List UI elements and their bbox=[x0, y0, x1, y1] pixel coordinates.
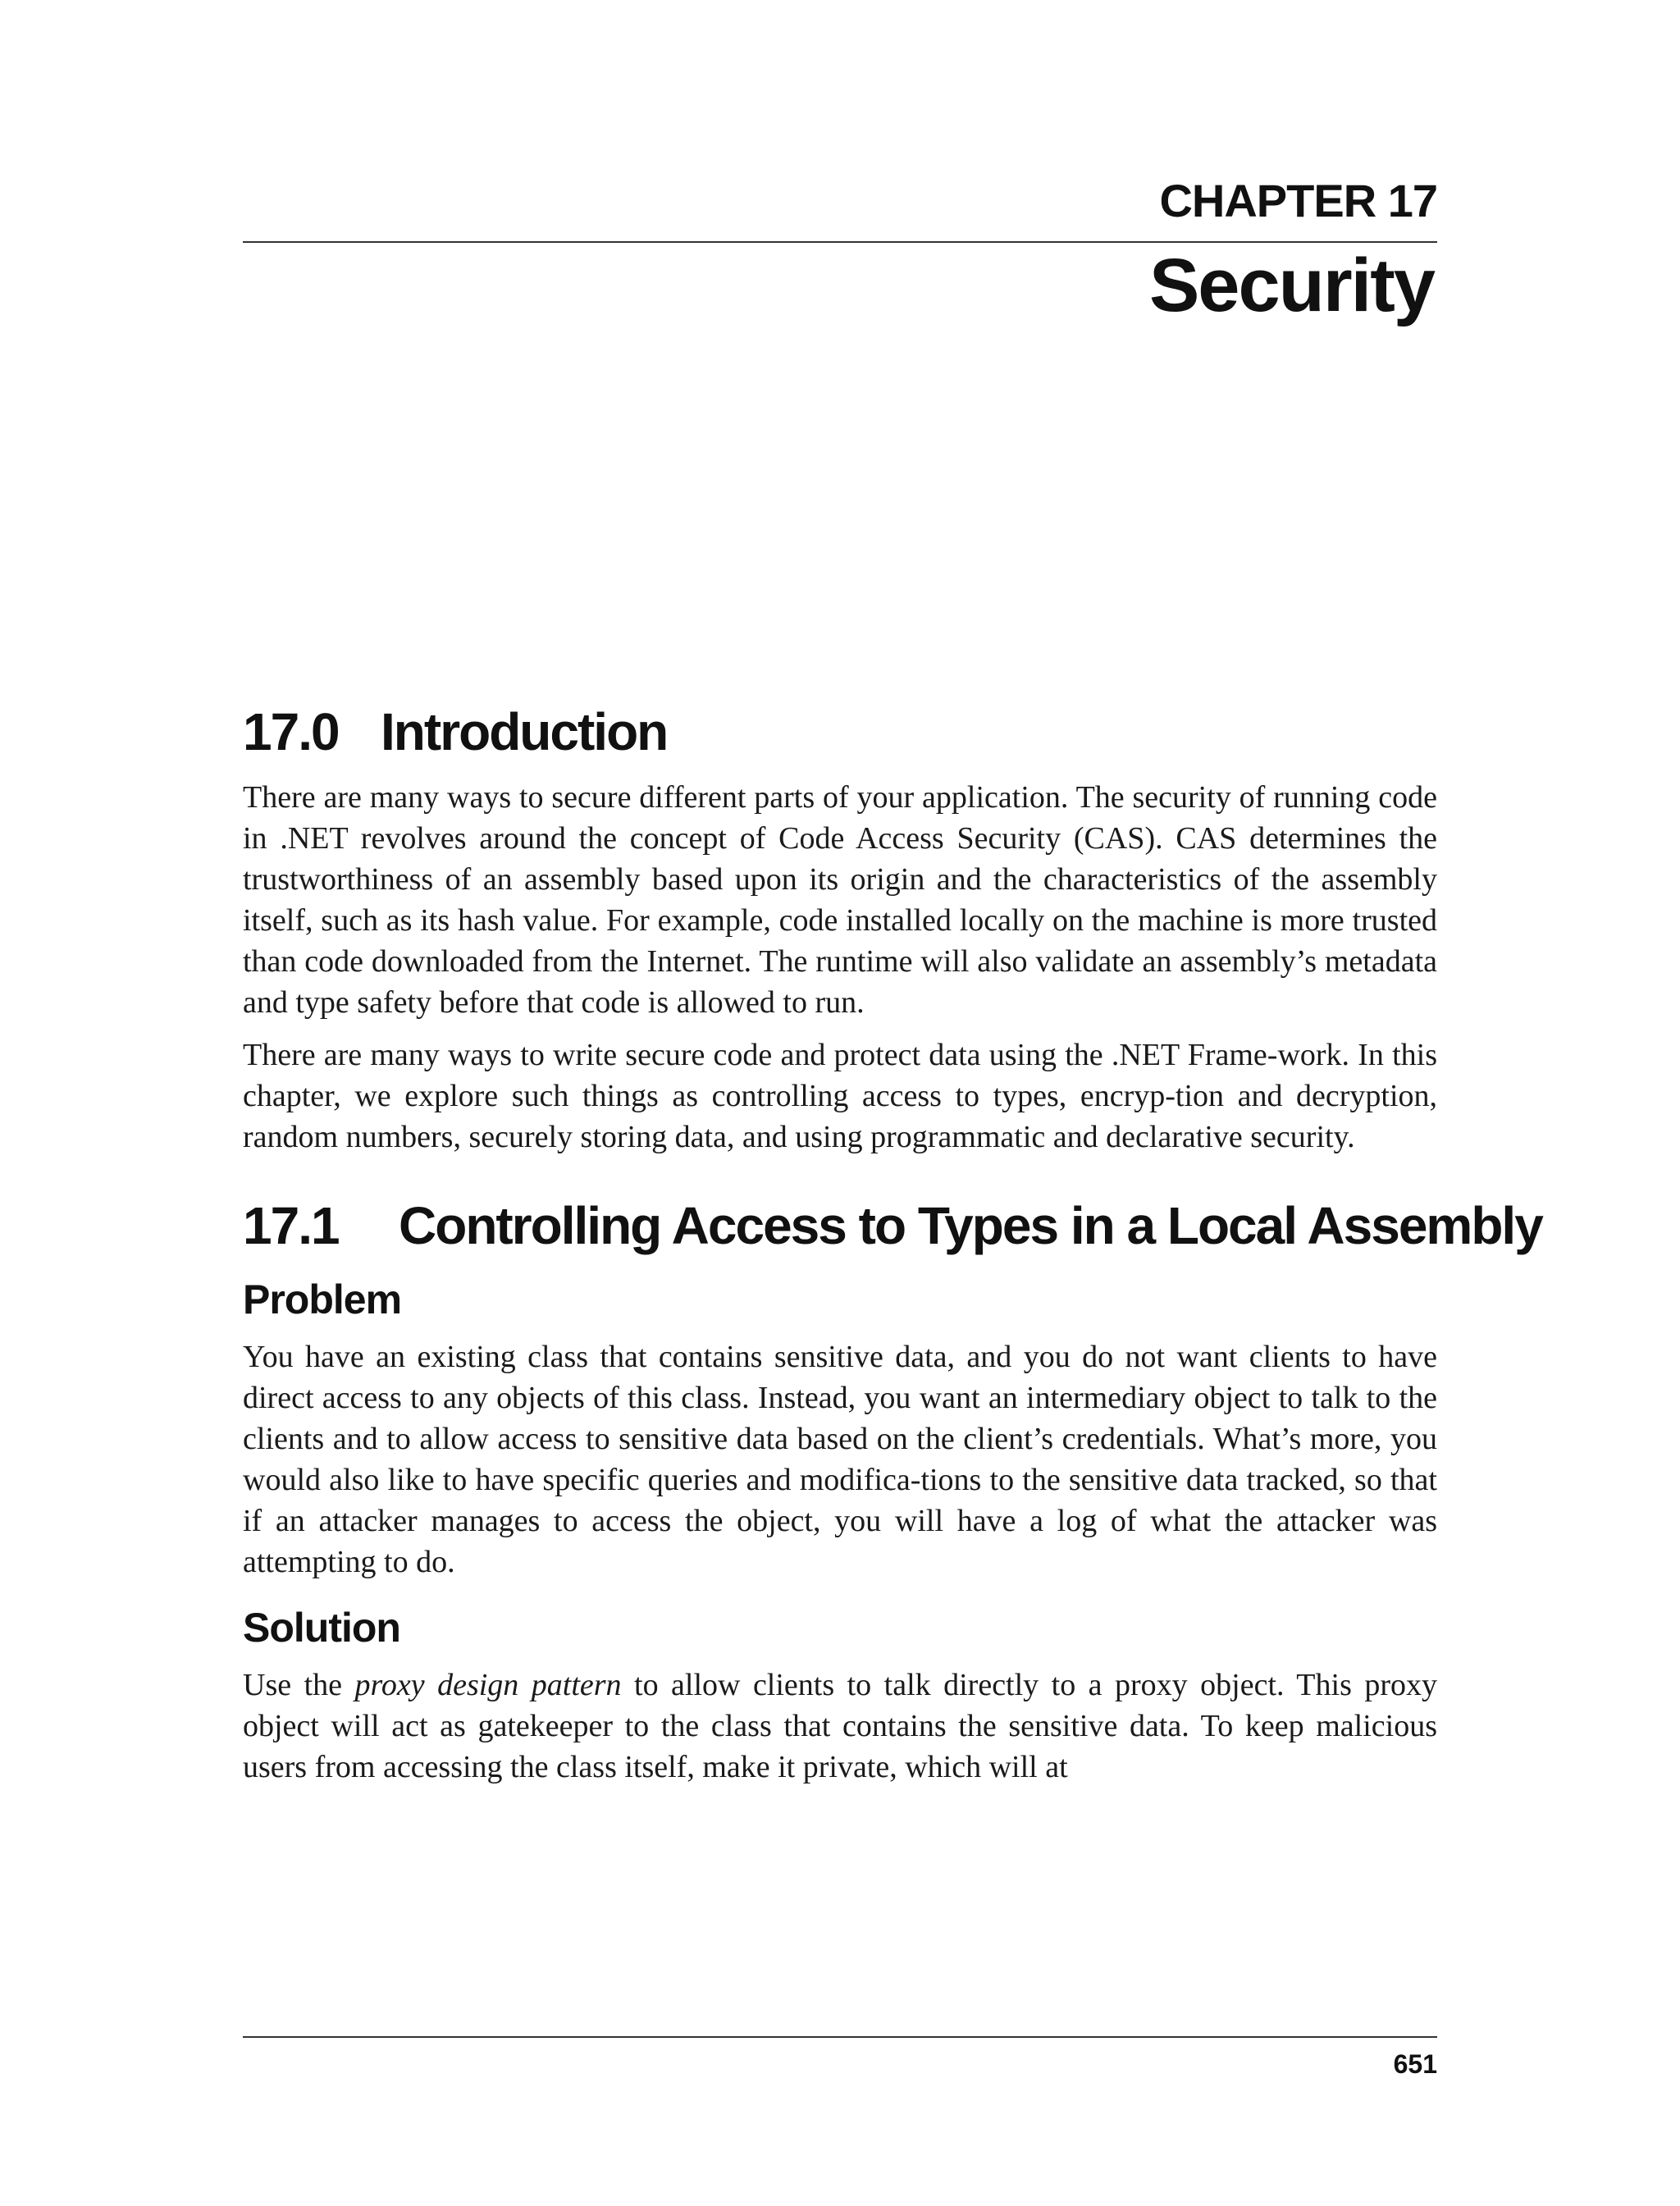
footer-divider bbox=[243, 2036, 1437, 2038]
section-heading-17-1 bbox=[243, 1195, 1542, 1256]
solution-heading: Solution bbox=[243, 1605, 400, 1651]
solution-text-end: to allow clients to talk directly to a proxy object. This proxy object will act as gatekeeper to the class that contains the sensitive data. To keep malicious users from accessing the class itself, make it private, which will at bbox=[243, 1668, 1437, 1784]
chapter-title: Security bbox=[1148, 244, 1434, 327]
section-title: Controlling Access to Types in a Local Assembly bbox=[399, 1196, 1542, 1255]
solution-emphasis: proxy design pattern bbox=[354, 1668, 622, 1702]
section-number: 17.1 bbox=[243, 1196, 339, 1255]
problem-paragraph: You have an existing class that contains sensitive data, and you do not want clients to have direct access to any objects of this class. Instead, you want an intermediary object to talk to the clients and to allow access to sensitive data based on the client’s credentials. What’s more, you would also like to have specific queries and modifica-tions to the sensitive data tracked, so that if an attacker manages to access the object, you will have a log of what the attacker was attempting to do. bbox=[243, 1340, 1437, 1579]
section-number: 17.0 bbox=[243, 702, 339, 761]
page-number: 651 bbox=[1393, 2049, 1437, 2079]
section-heading-intro bbox=[243, 701, 1437, 762]
solution-paragraph bbox=[243, 1665, 1437, 1788]
intro-paragraph-1: There are many ways to secure different parts of your application. The security of running code in .NET revolves around the concept of Code Access Security (CAS). CAS determines the trustworthiness of an assembly based upon its origin and the characteristics of the assembly itself, such as its hash value. For example, code installed locally on the machine is more trusted than code downloaded from the Internet. The runtime will also validate an assembly’s metadata and type safety before that code is allowed to run. bbox=[243, 780, 1437, 1020]
intro-paragraph-2: There are many ways to write secure code and protect data using the .NET Frame-work. In this chapter, we explore such things as controlling access to types, encryp-tion and decryption, random numbers, securely storing data, and using programmatic and declarative security. bbox=[243, 1038, 1437, 1154]
chapter-label: CHAPTER 17 bbox=[1159, 175, 1437, 226]
page-body bbox=[243, 701, 1542, 1788]
solution-text-start: Use the bbox=[243, 1668, 355, 1702]
section-title: Introduction bbox=[381, 702, 668, 761]
problem-heading: Problem bbox=[243, 1277, 402, 1322]
